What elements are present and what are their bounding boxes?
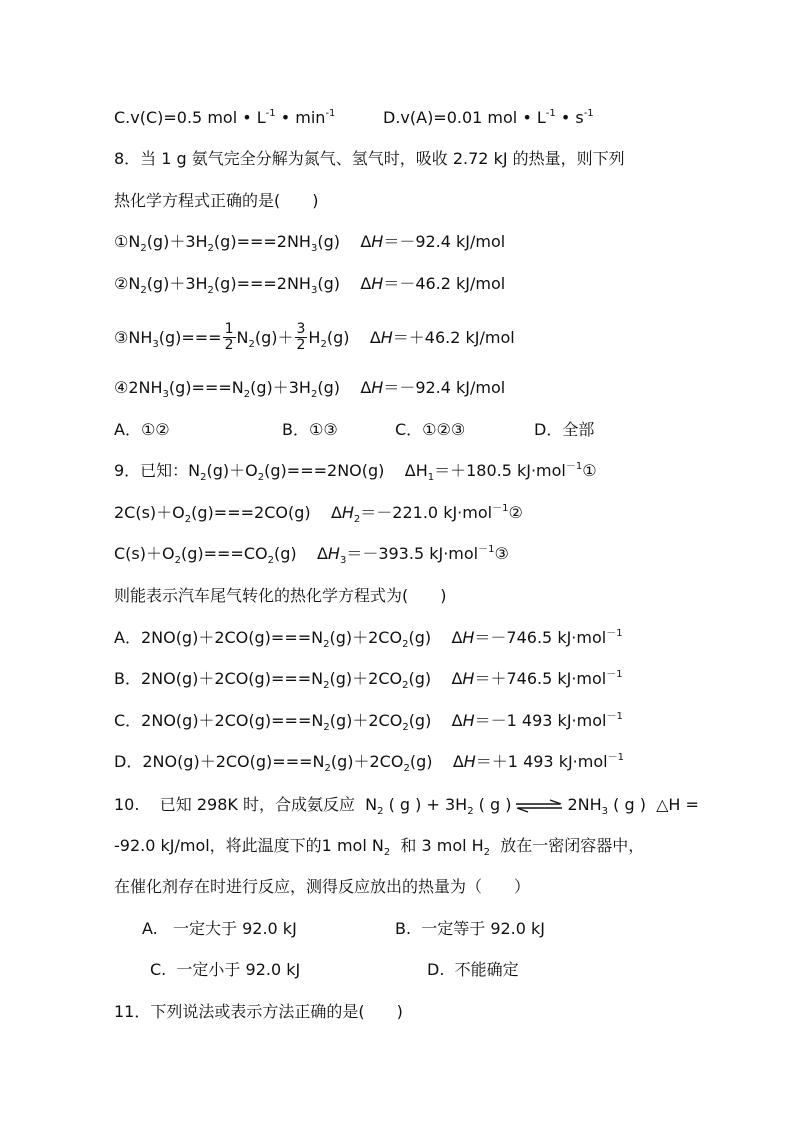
q9-stem: 9．已知：$N_2(g)+O_2(g)===2NO(g)$ $\Delta H_1=+180.5$ kJ·mol$^{-1}$① [114, 461, 597, 483]
q8-option-c: C．①②③ [395, 420, 466, 439]
q10-stem-line2: -92.0 kJ/mol，将此温度下的1 mol $N_2$ 和 3 mol $H_2$ 放在一密闭容器中， [114, 836, 645, 858]
q10-stem-line3: 在催化剂存在时进行反应，测得反应放出的热量为（ ） [114, 877, 531, 896]
q10-option-d: D. 不能确定 [427, 960, 519, 979]
q8-stem-line2: 热化学方程式正确的是( ) [114, 191, 319, 210]
q9-option-d: D．$2NO(g)+2CO(g)===N_2(g)+2CO_2(g)$ ΔH＝＋1 493 kJ·mol$^{-1}$ [114, 752, 624, 774]
q10-stem-line1: 10. 已知 298K 时，合成氨反应 $N_2$ ( g ) + $3H_2$ ( g ) $2NH_3$ ( g ) △H = [114, 795, 699, 817]
q7-option-c: C.v(C)=0.5 mol • $L^{-1}$ • $\min^{-1}$ [114, 108, 336, 127]
fraction-one-half: $\frac{1}{2}$ [224, 321, 234, 353]
q9-option-a: A．$2NO(g)+2CO(g)===N_2(g)+2CO_2(g)$ ΔH＝－746.5 kJ·mol$^{-1}$ [114, 628, 623, 650]
q8-option-a: A．①② [114, 420, 170, 439]
q8-option-d: D．全部 [534, 420, 595, 439]
q8-equation-3: $③NH_3(g)===$ $\frac{1}{2}$ $N_2(g)+$ $\frac{3}{2}$ $H_2(g)$ ΔH＝＋46.2 kJ/mol [114, 321, 515, 353]
q9-equation-3: $C(s)+O_2(g)===CO_2(g)$ $\Delta H_3=-393.5$ kJ·mol$^{-1}$③ [114, 544, 509, 566]
reversible-arrow-icon [514, 799, 564, 813]
q11-stem: 11．下列说法或表示方法正确的是( ) [114, 1002, 403, 1021]
q9-option-b: B．$2NO(g)+2CO(g)===N_2(g)+2CO_2(g)$ ΔH＝＋746.5 kJ·mol$^{-1}$ [114, 669, 623, 691]
q9-option-c: C．$2NO(g)+2CO(g)===N_2(g)+2CO_2(g)$ ΔH＝－1 493 kJ·mol$^{-1}$ [114, 711, 623, 733]
q9-question: 则能表示汽车尾气转化的热化学方程式为( ) [114, 586, 447, 605]
q8-option-b: B．①③ [282, 420, 338, 439]
q7-option-d: D.v(A)=0.01 mol • $L^{-1}$ • $s^{-1}$ [383, 108, 594, 127]
q9-equation-2: $2C(s)+O_2(g)===2CO(g)$ $\Delta H_2=-221.0$ kJ·mol$^{-1}$② [114, 503, 523, 525]
q8-equation-1: $①N_2(g)+3H_2(g)===2NH_3(g)$ ΔH＝－92.4 kJ/mol [114, 232, 506, 254]
q8-equation-4: $④2NH_3(g)===N_2(g)+3H_2(g)$ ΔH＝－92.4 kJ/mol [114, 378, 506, 400]
q8-stem-line1: 8．当 1 g 氨气完全分解为氮气、氢气时，吸收 2.72 kJ 的热量，则下列 [114, 149, 625, 168]
q10-option-b: B. 一定等于 92.0 kJ [395, 919, 546, 938]
q10-option-c: C. 一定小于 92.0 kJ [150, 960, 301, 979]
q10-option-a: A. 一定大于 92.0 kJ [142, 919, 297, 938]
q7-options-row [114, 106, 594, 130]
fraction-three-halves: $\frac{3}{2}$ [296, 321, 306, 353]
q8-equation-2: $②N_2(g)+3H_2(g)===2NH_3(g)$ ΔH＝－46.2 kJ/mol [114, 274, 506, 296]
